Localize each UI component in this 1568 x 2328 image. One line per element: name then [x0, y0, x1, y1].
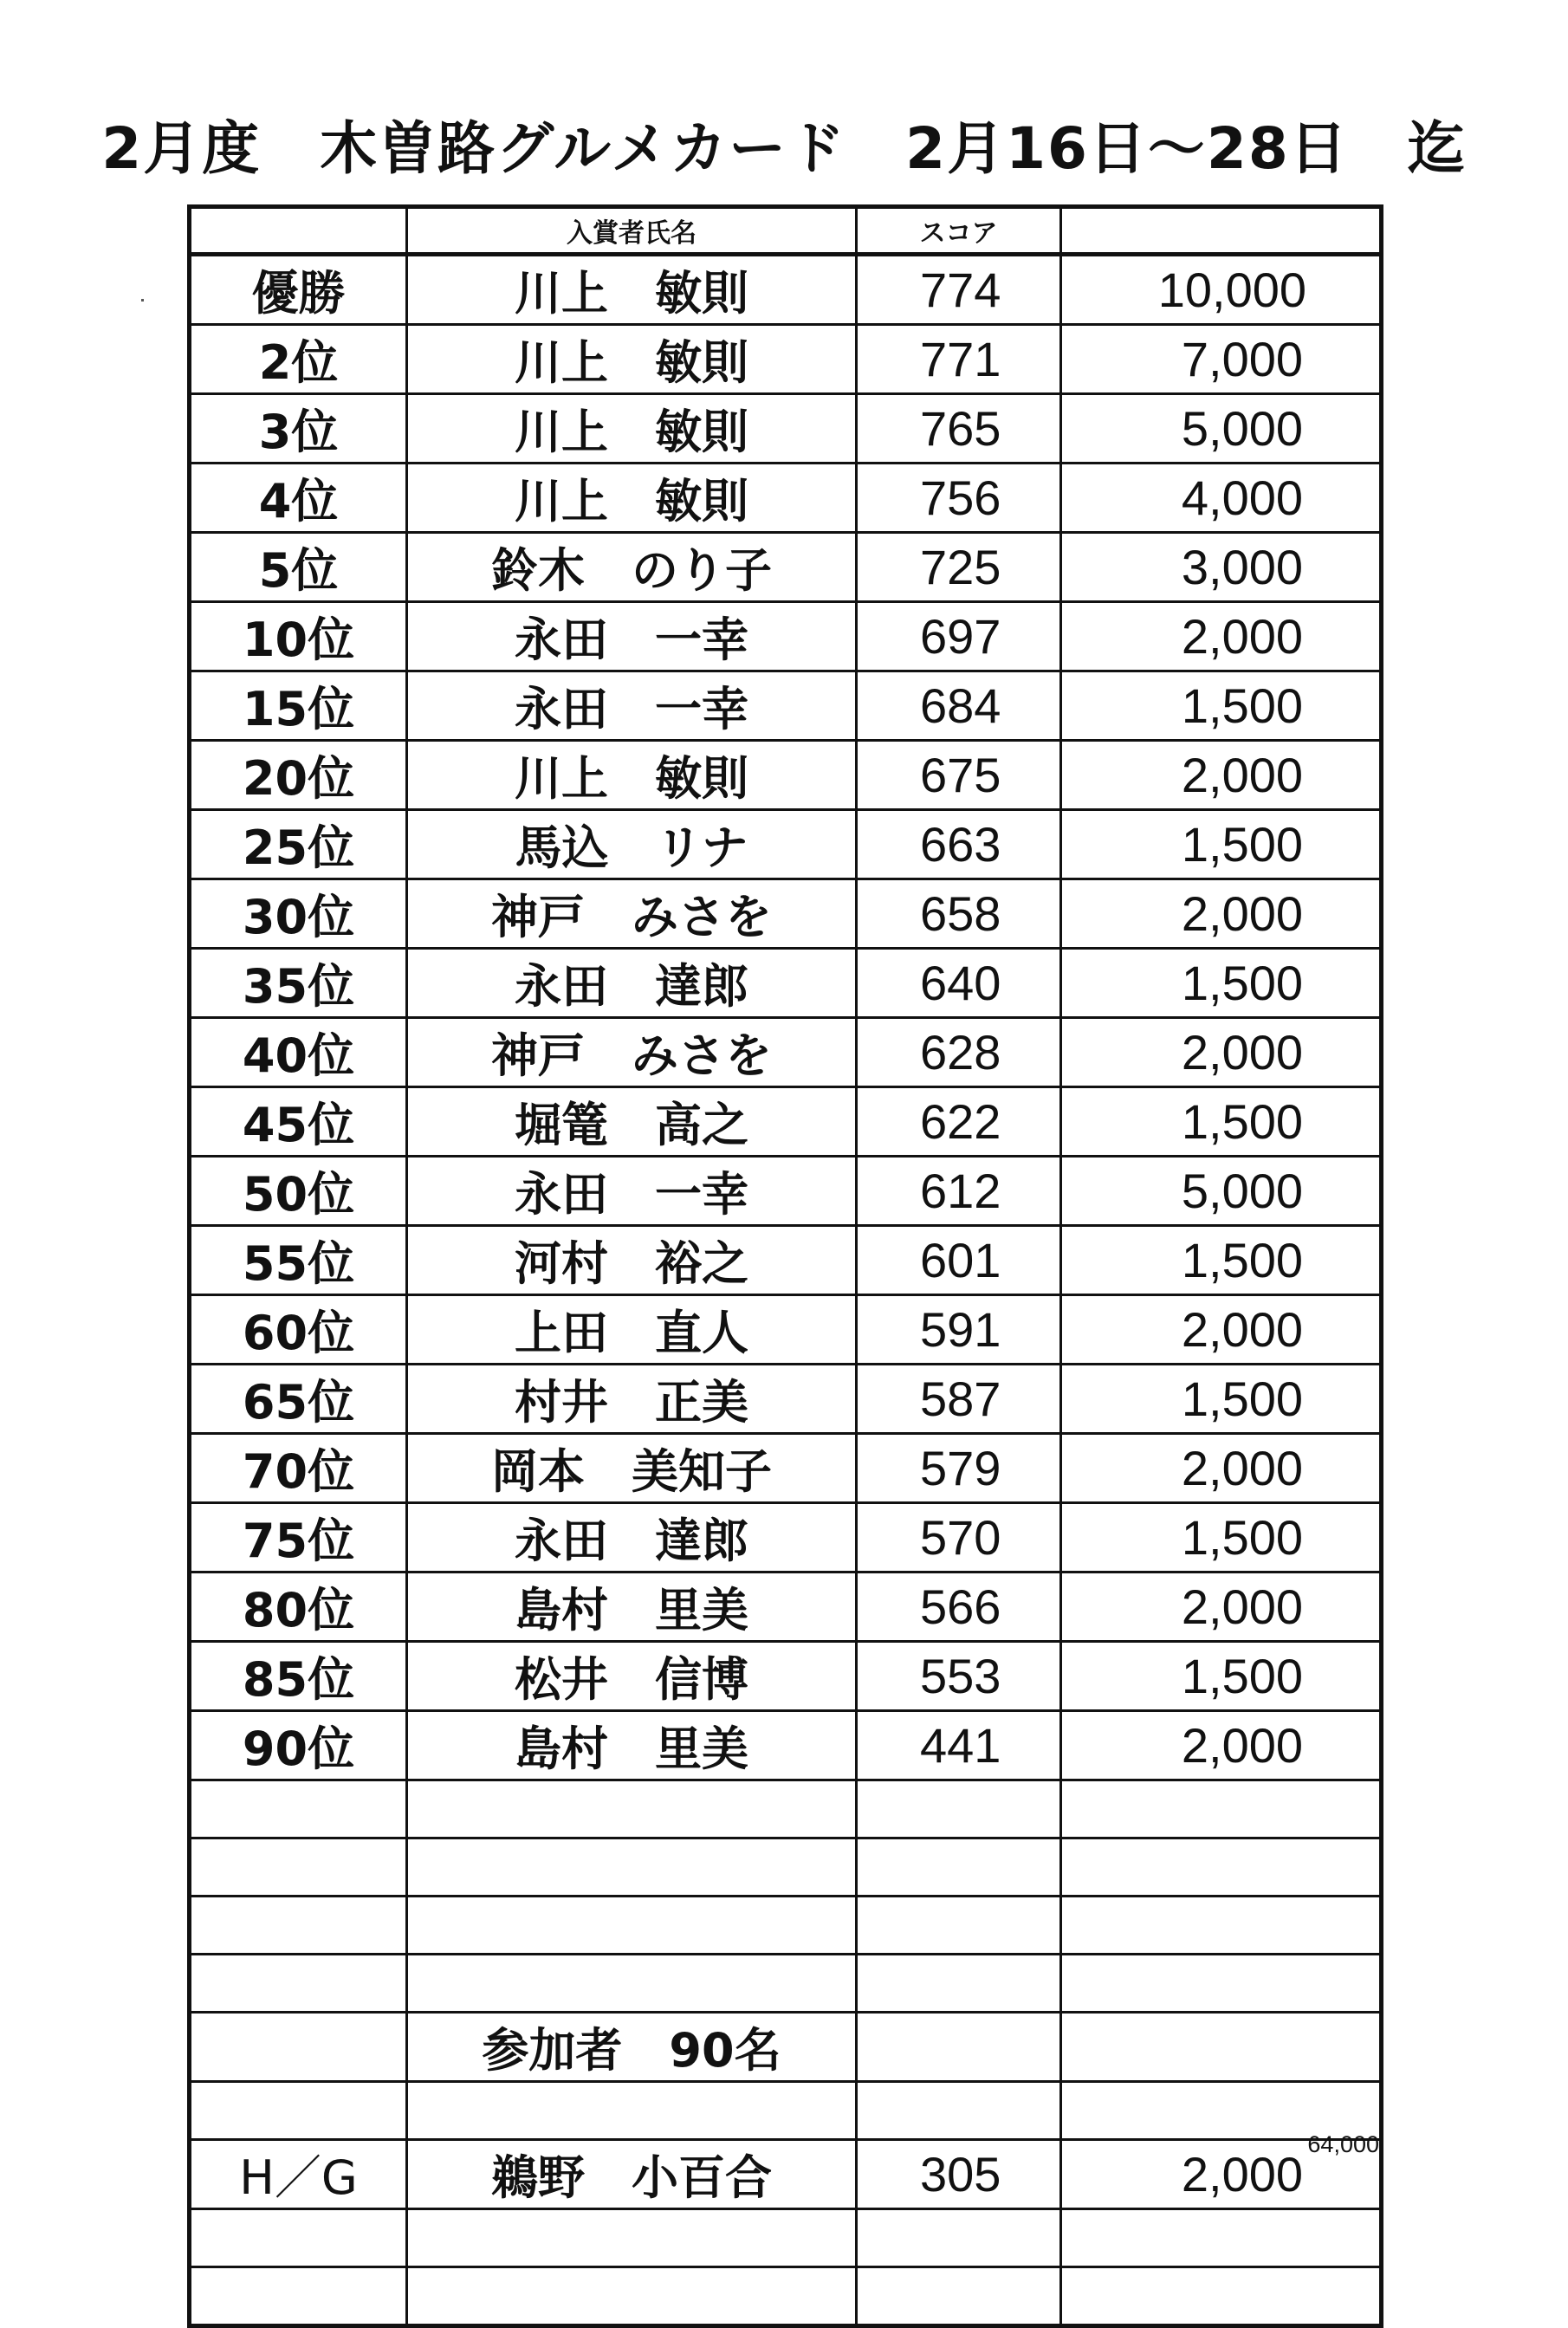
name-cell: 村井 正美: [407, 1365, 857, 1434]
table-row: [190, 1226, 1382, 1295]
score-cell: 591: [857, 1295, 1061, 1365]
prize-cell: 4,000: [1061, 464, 1382, 533]
empty-cell: [190, 1897, 407, 1955]
rank-cell: 45位: [190, 1087, 407, 1157]
score-cell: 675: [857, 741, 1061, 810]
name-cell: 川上 敏則: [407, 255, 857, 325]
prize-cell: 2,000: [1061, 1295, 1382, 1365]
score-cell: 587: [857, 1365, 1061, 1434]
empty-cell: [407, 1897, 857, 1955]
stray-dot: [141, 299, 144, 302]
prize-cell: 1,500: [1061, 671, 1382, 741]
rank-cell: 75位: [190, 1503, 407, 1573]
results-table: [187, 204, 1383, 2328]
prize-cell: 2,000: [1061, 602, 1382, 671]
score-cell: 725: [857, 533, 1061, 602]
rank-cell: 85位: [190, 1642, 407, 1711]
empty-cell: [407, 2082, 857, 2140]
name-cell: 松井 信博: [407, 1642, 857, 1711]
score-cell: 628: [857, 1018, 1061, 1087]
hg-prize-cell: 2,000: [1061, 2140, 1382, 2209]
score-cell: 579: [857, 1434, 1061, 1503]
empty-cell: [857, 2082, 1061, 2140]
prize-cell: 1,500: [1061, 1365, 1382, 1434]
empty-row: [190, 1780, 1382, 1838]
empty-cell: [407, 1780, 857, 1838]
prize-cell: 5,000: [1061, 394, 1382, 464]
rank-cell: 90位: [190, 1711, 407, 1780]
score-cell: 441: [857, 1711, 1061, 1780]
rank-cell: 15位: [190, 671, 407, 741]
rank-cell: 2位: [190, 325, 407, 394]
prize-cell: 7,000: [1061, 325, 1382, 394]
table-row: [190, 602, 1382, 671]
prize-cell: 10,000: [1061, 255, 1382, 325]
hg-name-cell: 鵜野 小百合: [407, 2140, 857, 2209]
name-cell: 川上 敏則: [407, 394, 857, 464]
table-row: [190, 810, 1382, 879]
empty-row: [190, 1838, 1382, 1897]
rank-cell: 65位: [190, 1365, 407, 1434]
score-cell: 658: [857, 879, 1061, 949]
header-prize: [1061, 207, 1382, 255]
name-cell: 鈴木 のり子: [407, 533, 857, 602]
score-cell: 612: [857, 1157, 1061, 1226]
table-row: [190, 533, 1382, 602]
prize-cell: 2,000: [1061, 1711, 1382, 1780]
prize-cell: 2,000: [1061, 1018, 1382, 1087]
table-row: [190, 1018, 1382, 1087]
rank-cell: 60位: [190, 1295, 407, 1365]
header-score: スコア: [857, 207, 1061, 255]
score-cell: 566: [857, 1573, 1061, 1642]
header-rank: [190, 207, 407, 255]
empty-cell: [857, 1780, 1061, 1838]
table-row: [190, 1295, 1382, 1365]
rank-cell: 25位: [190, 810, 407, 879]
name-cell: 川上 敏則: [407, 325, 857, 394]
empty-cell: [857, 1955, 1061, 2013]
empty-cell: [1061, 1955, 1382, 2013]
table-row: [190, 1157, 1382, 1226]
empty-cell: [1061, 2013, 1382, 2082]
score-cell: 771: [857, 325, 1061, 394]
empty-cell: [857, 2013, 1061, 2082]
score-cell: 697: [857, 602, 1061, 671]
prize-cell: 2,000: [1061, 879, 1382, 949]
rank-cell: 55位: [190, 1226, 407, 1295]
score-cell: 570: [857, 1503, 1061, 1573]
table-row: [190, 671, 1382, 741]
header-row: [190, 207, 1382, 255]
empty-cell: [1061, 1897, 1382, 1955]
prize-cell: 2,000: [1061, 1573, 1382, 1642]
table-row: [190, 1711, 1382, 1780]
table-row: [190, 1087, 1382, 1157]
name-cell: 島村 里美: [407, 1711, 857, 1780]
name-cell: 上田 直人: [407, 1295, 857, 1365]
header-name: 入賞者氏名: [407, 207, 857, 255]
empty-row: [190, 2082, 1382, 2140]
score-cell: 622: [857, 1087, 1061, 1157]
empty-row: [190, 1897, 1382, 1955]
rank-cell: 20位: [190, 741, 407, 810]
score-cell: 640: [857, 949, 1061, 1018]
name-cell: 神戸 みさを: [407, 1018, 857, 1087]
rank-cell: 4位: [190, 464, 407, 533]
table-row: [190, 255, 1382, 325]
score-cell: 765: [857, 394, 1061, 464]
rank-cell: 優勝: [190, 255, 407, 325]
table-row: [190, 879, 1382, 949]
empty-cell: [407, 1838, 857, 1897]
participants-count: 参加者 90名: [407, 2013, 857, 2082]
table-row: [190, 1434, 1382, 1503]
rank-cell: 30位: [190, 879, 407, 949]
table-row: [190, 1365, 1382, 1434]
name-cell: 川上 敏則: [407, 741, 857, 810]
rank-cell: 10位: [190, 602, 407, 671]
rank-cell: 3位: [190, 394, 407, 464]
score-cell: 756: [857, 464, 1061, 533]
empty-cell: [190, 2082, 407, 2140]
table-row: [190, 949, 1382, 1018]
prize-cell: 2,000: [1061, 741, 1382, 810]
prize-cell: 1,500: [1061, 1226, 1382, 1295]
table-row: [190, 394, 1382, 464]
prize-cell: 1,500: [1061, 1642, 1382, 1711]
rank-cell: 5位: [190, 533, 407, 602]
name-cell: 馬込 リナ: [407, 810, 857, 879]
name-cell: 永田 一幸: [407, 671, 857, 741]
page-title: 2月度 木曽路グルメカード 2月16日～28日 迄: [101, 115, 1467, 182]
empty-cell: [190, 1955, 407, 2013]
participants-row: [190, 2013, 1382, 2082]
hg-score-cell: 305: [857, 2140, 1061, 2209]
table-row: [190, 464, 1382, 533]
rank-cell: 40位: [190, 1018, 407, 1087]
empty-cell: [857, 1838, 1061, 1897]
table-row: [190, 325, 1382, 394]
prize-cell: 1,500: [1061, 810, 1382, 879]
prize-cell: 3,000: [1061, 533, 1382, 602]
score-cell: 553: [857, 1642, 1061, 1711]
name-cell: 岡本 美知子: [407, 1434, 857, 1503]
table-row: [190, 1573, 1382, 1642]
hg-rank-cell: H／G: [190, 2140, 407, 2209]
name-cell: 河村 裕之: [407, 1226, 857, 1295]
name-cell: 堀篭 高之: [407, 1087, 857, 1157]
empty-cell: [1061, 1838, 1382, 1897]
name-cell: 永田 一幸: [407, 1157, 857, 1226]
table-row: [190, 741, 1382, 810]
score-cell: 663: [857, 810, 1061, 879]
rank-cell: 80位: [190, 1573, 407, 1642]
empty-cell: [1061, 1780, 1382, 1838]
prize-cell: 1,500: [1061, 1503, 1382, 1573]
empty-cell: [857, 2267, 1061, 2326]
prize-cell: 1,500: [1061, 1087, 1382, 1157]
rank-cell: 70位: [190, 1434, 407, 1503]
empty-cell: [407, 2267, 857, 2326]
rank-cell: 50位: [190, 1157, 407, 1226]
empty-cell: [190, 1780, 407, 1838]
name-cell: 島村 里美: [407, 1573, 857, 1642]
empty-cell: [407, 1955, 857, 2013]
score-cell: 684: [857, 671, 1061, 741]
prize-total: 64,000: [1307, 2131, 1379, 2157]
empty-cell: [190, 1838, 407, 1897]
empty-cell: [190, 2013, 407, 2082]
table-row: [190, 1503, 1382, 1573]
score-cell: 601: [857, 1226, 1061, 1295]
empty-cell: [1061, 2267, 1382, 2326]
score-cell: 774: [857, 255, 1061, 325]
name-cell: 神戸 みさを: [407, 879, 857, 949]
name-cell: 永田 達郎: [407, 949, 857, 1018]
empty-cell: [857, 1897, 1061, 1955]
name-cell: 永田 一幸: [407, 602, 857, 671]
name-cell: 川上 敏則: [407, 464, 857, 533]
prize-cell: 5,000: [1061, 1157, 1382, 1226]
empty-row: [190, 2267, 1382, 2326]
table-row: [190, 1642, 1382, 1711]
empty-row: [190, 1955, 1382, 2013]
hg-row: [190, 2140, 1382, 2209]
name-cell: 永田 達郎: [407, 1503, 857, 1573]
rank-cell: 35位: [190, 949, 407, 1018]
prize-cell: 1,500: [1061, 949, 1382, 1018]
empty-cell: [190, 2267, 407, 2326]
prize-cell: 2,000: [1061, 1434, 1382, 1503]
